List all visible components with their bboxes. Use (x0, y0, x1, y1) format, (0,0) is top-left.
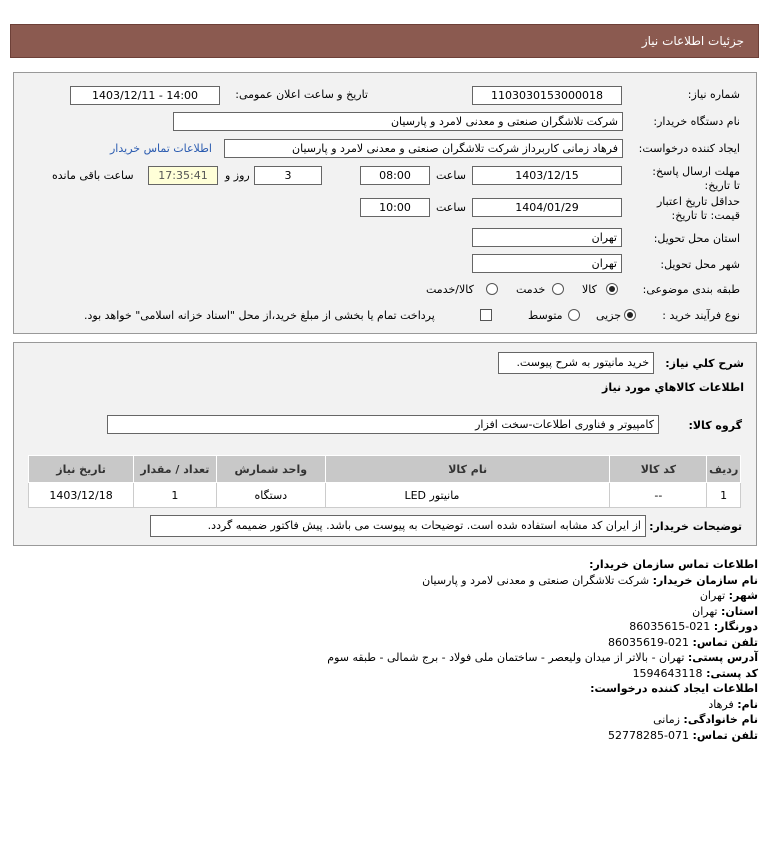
category-goods-radio[interactable] (606, 283, 618, 295)
cell-code: -- (610, 483, 707, 508)
buyer-contact-info (18, 557, 758, 743)
description-label: شرح کلي نياز: (665, 357, 744, 370)
contact-phone-line: تلفن تماس: 021-86035619 (608, 635, 758, 649)
creator-info-title: اطلاعات ایجاد کننده درخواست: (590, 682, 758, 695)
contact-city-line: شهر: تهران (699, 589, 758, 602)
cell-qty: 1 (134, 483, 217, 508)
remaining-time-field: 17:35:41 (148, 166, 218, 185)
page-title: جزئیات اطلاعات نیاز (641, 34, 744, 48)
cell-unit: دستگاه (216, 483, 325, 508)
category-service-radio[interactable] (552, 283, 564, 295)
validity-date-field[interactable]: 1404/01/29 (472, 198, 622, 217)
col-row: ردیف (707, 456, 741, 483)
goods-table (28, 455, 741, 508)
creator-phone-line: تلفن تماس: 071-52778285 (608, 728, 758, 742)
days-label: روز و (225, 169, 250, 182)
reply-time-label: ساعت (436, 169, 466, 182)
contact-postal-line: کد پستی: 1594643118 (632, 666, 758, 680)
category-both-label: کالا/خدمت (426, 283, 474, 296)
reply-deadline-label: مهلت ارسال پاسخ: تا تاریخ: (652, 165, 740, 192)
days-field[interactable]: 3 (254, 166, 322, 185)
page-header (10, 24, 759, 58)
contact-title: اطلاعات تماس سازمان خریدار: (589, 558, 758, 571)
contact-province-line: استان: تهران (692, 604, 758, 618)
announce-field[interactable]: 1403/12/11 - 14:00 (70, 86, 220, 105)
goods-group-field[interactable]: کامپیوتر و فناوری اطلاعات-سخت افزار (107, 415, 659, 434)
description-field[interactable]: خرید مانیتور به شرح پیوست. (498, 352, 654, 374)
cell-row: 1 (707, 483, 741, 508)
creator-last-name-line: نام خانوادگی: زمانی (653, 713, 758, 726)
validity-time-label: ساعت (436, 201, 466, 214)
goods-group-label: گروه کالا: (688, 419, 742, 432)
city-field[interactable]: تهران (472, 254, 622, 273)
goods-section-title: اطلاعات کالاهاي مورد نياز (602, 381, 744, 394)
col-unit: واحد شمارش (216, 456, 325, 483)
remaining-label: ساعت باقی مانده (52, 169, 134, 182)
buyer-org-field[interactable]: شرکت تلاشگران صنعتی و معدنی لامرد و پارسیان (173, 112, 623, 131)
contact-address-line: آدرس پستی: تهران - بالاتر از میدان ولیعصر - ساختمان ملی فولاد - برج شمالی - طبقه سوم (327, 651, 758, 664)
reply-date-field[interactable]: 1403/12/15 (472, 166, 622, 185)
col-code: کد کالا (610, 456, 707, 483)
process-label: نوع فرآیند خرید : (662, 309, 740, 322)
need-number-field[interactable]: 1103030153000018 (472, 86, 622, 105)
category-label: طبقه بندی موضوعی: (642, 283, 740, 296)
validity-time-field[interactable]: 10:00 (360, 198, 430, 217)
contact-fax-line: دورنگار: 021-86035615 (629, 620, 758, 633)
creator-field[interactable]: فرهاد زمانی کاربرداز شرکت تلاشگران صنعتی و معدنی لامرد و پارسیان (224, 139, 623, 158)
buyer-org-label: نام دستگاه خریدار: (653, 115, 740, 128)
reply-time-field[interactable]: 08:00 (360, 166, 430, 185)
table-row[interactable] (29, 483, 741, 508)
buyer-contact-link[interactable]: اطلاعات تماس خریدار (110, 142, 212, 155)
category-goods-label: کالا (582, 283, 597, 296)
category-both-radio[interactable] (486, 283, 498, 295)
province-field[interactable]: تهران (472, 228, 622, 247)
col-name: نام کالا (325, 456, 610, 483)
announce-label: تاریخ و ساعت اعلان عمومی: (235, 88, 368, 101)
goods-table-header (29, 456, 741, 483)
cell-name: مانیتور LED (325, 483, 610, 508)
col-date: تاریخ نیاز (29, 456, 134, 483)
col-qty: تعداد / مقدار (134, 456, 217, 483)
treasury-payment-checkbox[interactable] (480, 309, 492, 321)
process-medium-radio[interactable] (568, 309, 580, 321)
creator-first-name-line: نام: فرهاد (708, 697, 758, 711)
validity-label: حداقل تاریخ اعتبار قیمت: تا تاریخ: (656, 195, 740, 222)
buyer-notes-field[interactable]: از ایران کد مشابه استفاده شده است. توضیحات به پیوست می باشد. پیش فاکتور ضمیمه گردد. (150, 515, 646, 537)
need-number-label: شماره نیاز: (687, 88, 740, 101)
process-minor-radio[interactable] (624, 309, 636, 321)
treasury-payment-note: پرداخت تمام یا بخشی از مبلغ خرید،از محل "اسناد خزانه اسلامی" خواهد بود. (84, 309, 435, 322)
buyer-notes-label: توضیحات خریدار: (649, 520, 742, 533)
cell-date: 1403/12/18 (29, 483, 134, 508)
process-medium-label: متوسط (528, 309, 563, 322)
province-label: استان محل تحویل: (653, 232, 740, 245)
process-minor-label: جزیی (596, 309, 622, 322)
creator-label: ایجاد کننده درخواست: (638, 142, 740, 155)
category-service-label: خدمت (516, 283, 546, 296)
contact-org-line: نام سازمان خریدار: شرکت تلاشگران صنعتی و معدنی لامرد و پارسیان (422, 573, 758, 587)
city-label: شهر محل تحویل: (660, 258, 740, 271)
